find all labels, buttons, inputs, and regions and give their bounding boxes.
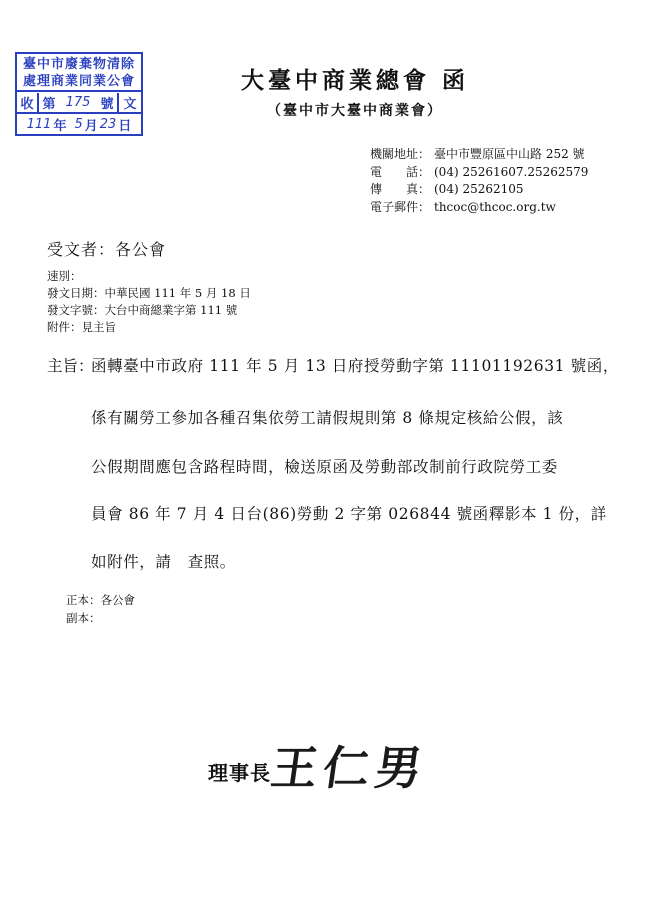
contact-phone-row [370, 164, 588, 182]
stamp-date-month: 5 [74, 116, 83, 132]
meta-date: 發文日期：中華民國 111 年 5 月 18 日 [47, 286, 251, 300]
contact-email-row [370, 199, 588, 217]
stamp-date-day: 23 [99, 116, 117, 132]
copy-main: 正本：各公會 [66, 593, 135, 607]
subject-line-4: 員會 86 年 7 月 4 日台(86)勞動 2 字第 026844 號函釋影本 1 份，詳 [91, 505, 607, 523]
phone-value: (04) 25261607.25262579 [434, 164, 589, 179]
contact-fax-row [370, 181, 588, 199]
fax-label: 傳 真： [370, 182, 431, 196]
copy-cc: 副本： [66, 611, 101, 625]
subject-line-5: 如附件，請 查照。 [91, 553, 236, 571]
stamp-receipt-number: 175 [65, 94, 91, 110]
email-value: thcoc@thcoc.org.tw [434, 199, 556, 214]
stamp-org-line-2: 處理商業同業公會 [22, 74, 135, 89]
stamp-ordinal-label: 第 [42, 96, 56, 112]
address-value: 臺中市豐原區中山路 252 號 [434, 147, 585, 161]
contact-block [370, 146, 588, 216]
fax-value: (04) 25262105 [434, 182, 524, 196]
email-label: 電子郵件： [370, 199, 431, 214]
recipient: 受文者：各公會 [47, 240, 167, 259]
chairman-signature [200, 722, 470, 802]
subject-line-1: 函轉臺中市政府 111 年 5 月 13 日府授勞動字第 11101192631 號函， [91, 357, 619, 375]
stamp-hao-label: 號 [100, 96, 114, 112]
address-label: 機關地址： [370, 147, 431, 161]
document-subtitle: （臺中市大臺中商業會） [267, 103, 443, 119]
subject-line-3: 公假期間應包含路程時間，檢送原函及勞動部改制前行政院勞工委 [91, 458, 558, 476]
contact-address-row [370, 146, 588, 164]
signature-title: 理事長 [208, 761, 271, 785]
subject-line-2: 係有關勞工參加各種召集依勞工請假規則第 8 條規定核給公假，該 [91, 409, 564, 427]
subject-label: 主旨： [47, 357, 94, 375]
stamp-date-year-unit: 年 [53, 118, 67, 134]
meta-speed: 速別： [47, 269, 82, 283]
stamp-org-line-1: 臺中市廢棄物清除 [22, 57, 135, 72]
meta-doc-number: 發文字號：大台中商總業字第 111 號 [47, 303, 238, 317]
stamp-receive-label: 收 [17, 93, 39, 112]
stamp-wen-label: 文 [117, 93, 141, 112]
signature-name: 王仁男 [267, 741, 432, 795]
stamp-date-month-unit: 月 [84, 118, 98, 134]
stamp-date-day-unit: 日 [118, 118, 132, 134]
stamp-date-year: 111 [26, 116, 52, 132]
document-meta [47, 268, 251, 336]
phone-label: 電 話： [370, 164, 431, 179]
copies-block [66, 591, 135, 627]
meta-attachment: 附件：見主旨 [47, 320, 116, 334]
document-title: 大臺中商業總會 函 [240, 68, 469, 94]
